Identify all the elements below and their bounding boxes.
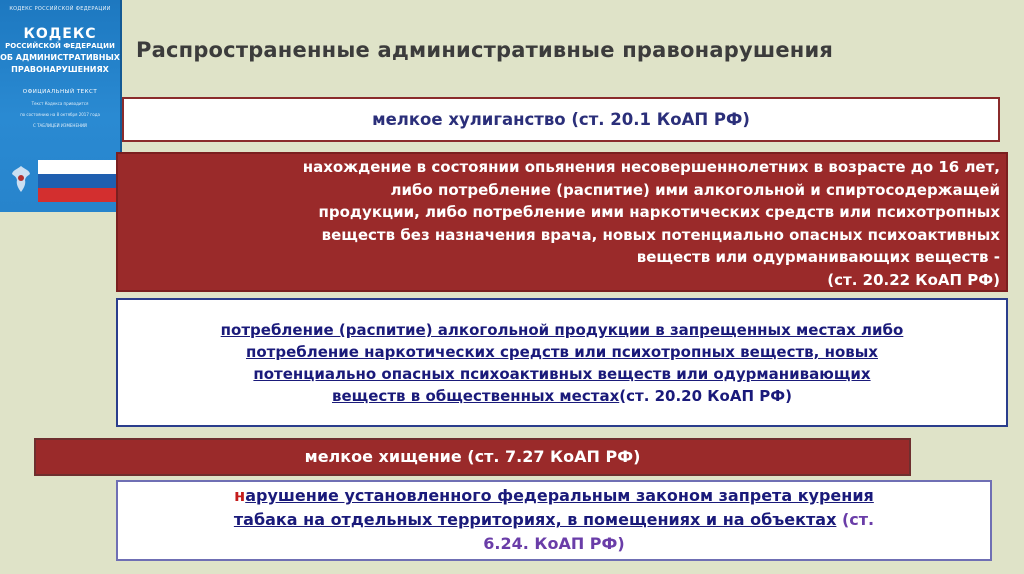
petty-hooliganism-text: мелкое хулиганство (ст. 20.1 КоАП РФ)	[372, 110, 750, 129]
smoking-ban-box	[116, 480, 992, 561]
petty-hooliganism-box	[122, 97, 1000, 142]
page-title: Распространенные административные правонарушения	[136, 38, 834, 62]
public-consumption-box	[116, 298, 1008, 427]
smoking-first-letter: н	[234, 486, 246, 505]
minors-line-4: веществ без назначения врача, новых потенциально опасных психоактивных	[321, 225, 1000, 244]
smoking-line-1[interactable]: арушение установленного федеральным законом запрета курения	[245, 486, 874, 505]
minors-article-ref: (ст. 20.22 КоАП РФ)	[827, 270, 1000, 289]
flag-blue-stripe	[38, 174, 122, 188]
flag-white-stripe	[38, 160, 122, 174]
petty-theft-text: мелкое хищение (ст. 7.27 КоАП РФ)	[304, 447, 641, 466]
russian-flag-icon	[38, 160, 122, 202]
book-top-text: КОДЕКС РОССИЙСКОЙ ФЕДЕРАЦИИ	[9, 6, 111, 12]
minors-line-2: либо потребление (распитие) ими алкогольной и спиртосодержащей	[390, 180, 1000, 199]
public-line-3[interactable]: потенциально опасных психоактивных веществ или одурманивающих	[253, 365, 871, 383]
book-subtitle-line-2: ПРАВОНАРУШЕНИЯХ	[11, 65, 109, 74]
petty-theft-box	[34, 438, 911, 476]
smoking-article-ref-b: 6.24. КоАП РФ)	[483, 534, 625, 553]
minors-line-3: продукции, либо потребление ими наркотических средств или психотропных	[318, 203, 1000, 221]
minors-intoxication-box	[116, 152, 1008, 292]
smoking-line-2[interactable]: табака на отдельных территориях, в помещениях и на объектах	[233, 510, 837, 529]
minors-line-5: веществ или одурманивающих веществ -	[636, 248, 1000, 266]
book-small-line-3: С ТАБЛИЦЕЙ ИЗМЕНЕНИЙ	[33, 123, 87, 128]
flag-red-stripe	[38, 188, 122, 202]
minors-line-1: нахождение в состоянии опьянения несовершеннолетних в возрасте до 16 лет,	[302, 158, 1000, 176]
book-subtitle: РОССИЙСКОЙ ФЕДЕРАЦИИ	[5, 42, 115, 50]
public-line-1[interactable]: потребление (распитие) алкогольной продукции в запрещенных местах либо	[220, 321, 904, 339]
book-title: КОДЕКС	[23, 26, 97, 42]
koap-book-cover-image	[0, 0, 122, 212]
book-small-line-2: по состоянию на 8 октября 2017 года	[20, 112, 100, 117]
public-line-2[interactable]: потребление наркотических средств или психотропных веществ, новых	[246, 343, 878, 361]
book-official-text: ОФИЦИАЛЬНЫЙ ТЕКСТ	[22, 89, 98, 95]
public-article-ref: (ст. 20.20 КоАП РФ)	[619, 387, 792, 405]
public-line-4[interactable]: веществ в общественных местах	[332, 387, 620, 405]
book-subtitle-line-1: ОБ АДМИНИСТРАТИВНЫХ	[0, 53, 120, 62]
smoking-article-ref-a: (ст.	[836, 510, 875, 529]
coat-of-arms-icon	[10, 164, 32, 194]
book-small-line-1: Текст Кодекса приводится	[31, 101, 89, 106]
